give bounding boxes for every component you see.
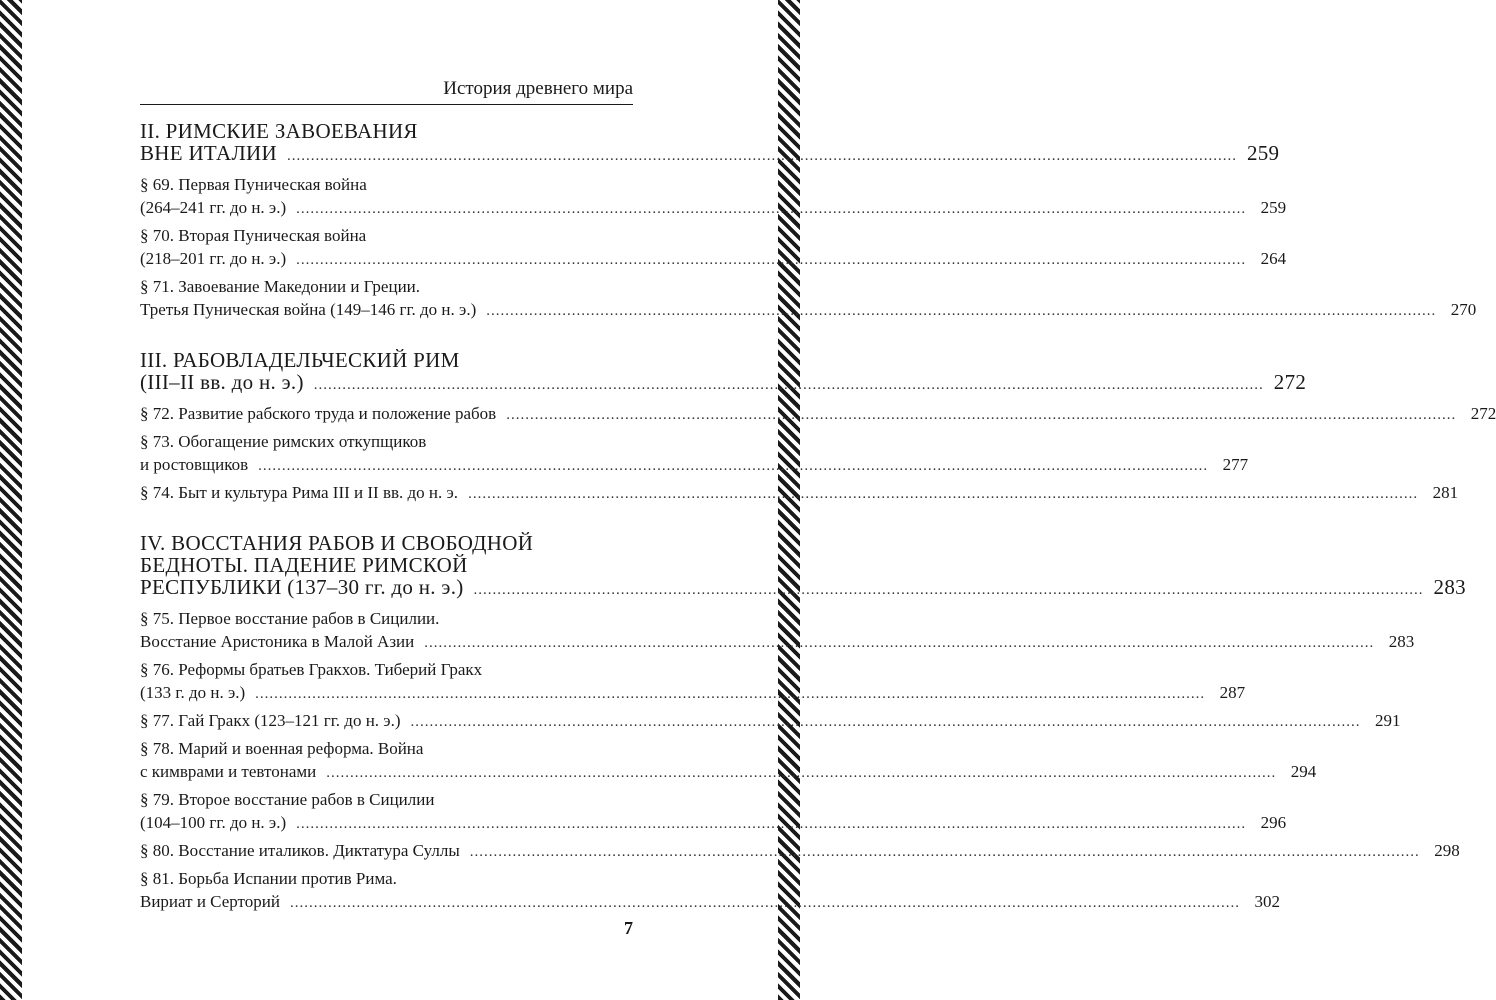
entry-final-line [140, 630, 1415, 655]
dot-leader: ........................................................................................................................................................................................................ [473, 582, 1424, 598]
entry-final-line [140, 681, 1246, 706]
toc-entry [140, 173, 1287, 221]
page-ref: 294 [1290, 762, 1317, 781]
toc-entry [140, 867, 1280, 915]
entry-final-line [140, 481, 1459, 506]
page-ref: 302 [1254, 892, 1280, 911]
entry-text: (218–201 гг. до н. э.) [140, 249, 287, 268]
entry-line: § 81. Борьба Испании против Рима. [140, 869, 397, 888]
entry-line: § 79. Второе восстание рабов в Сицилии [140, 790, 435, 809]
section-title [140, 348, 1307, 396]
section-title-line: БЕДНОТЫ. ПАДЕНИЕ РИМСКОЙ [140, 553, 468, 577]
entry-text: РЕСПУБЛИКИ (137–30 гг. до н. э.) [140, 575, 464, 599]
page-ref: 281 [1432, 483, 1459, 502]
entry-line: § 75. Первое восстание рабов в Сицилии. [140, 609, 440, 628]
dot-leader: ........................................................................................................................................................................................................ [286, 148, 1237, 164]
entry-text: (133 г. до н. э.) [140, 683, 246, 702]
dot-leader: ........................................................................................................................................................................................................ [326, 765, 1277, 781]
page-ref: 272 [1273, 370, 1307, 394]
toc-entry [140, 224, 1287, 272]
entry-final-line [140, 402, 1496, 427]
entry-final-line [140, 760, 1317, 785]
entry-final-line [140, 811, 1287, 836]
running-head: История древнего мира [140, 78, 633, 105]
entry-text: Вириат и Серторий [140, 892, 280, 911]
dot-leader: ........................................................................................................................................................................................................ [313, 377, 1264, 393]
toc-section [140, 531, 1466, 915]
page-ref: 259 [1246, 141, 1280, 165]
entry-text: (104–100 гг. до н. э.) [140, 813, 287, 832]
toc-entry [140, 275, 1477, 323]
dot-leader: ........................................................................................................................................................................................................ [410, 714, 1361, 730]
entry-line: § 73. Обогащение римских откупщиков [140, 432, 427, 451]
dot-leader: ........................................................................................................................................................................................................ [258, 458, 1209, 474]
entry-text: § 80. Восстание италиков. Диктатура Суллы [140, 841, 460, 860]
page-ref: 291 [1375, 711, 1401, 730]
left-page-edge [0, 0, 22, 1000]
toc-section [140, 348, 1496, 506]
entry-text: с кимврами и тевтонами [140, 762, 317, 781]
entry-final-line [140, 141, 1280, 167]
dot-leader: ........................................................................................................................................................................................................ [486, 303, 1437, 319]
page-ref: 272 [1470, 404, 1496, 423]
entry-final-line [140, 247, 1287, 272]
dot-leader: ........................................................................................................................................................................................................ [296, 816, 1247, 832]
toc-entry [140, 839, 1460, 864]
toc-entry [140, 709, 1401, 734]
page-ref: 270 [1450, 300, 1477, 319]
page-ref: 277 [1222, 455, 1249, 474]
dot-leader: ........................................................................................................................................................................................................ [506, 407, 1457, 423]
page-ref: 298 [1434, 841, 1460, 860]
table-of-contents [140, 119, 1496, 941]
dot-leader: ........................................................................................................................................................................................................ [289, 895, 1240, 911]
toc-entry [140, 402, 1496, 427]
section-title [140, 531, 1466, 601]
entry-final-line [140, 453, 1249, 478]
dot-leader: ........................................................................................................................................................................................................ [468, 486, 1419, 502]
entry-line: § 76. Реформы братьев Гракхов. Тиберий Гракх [140, 660, 483, 679]
toc-entry [140, 430, 1249, 478]
section-title [140, 119, 1280, 167]
toc-entry [140, 481, 1459, 506]
page-ref: 296 [1260, 813, 1287, 832]
entry-line: § 78. Марий и военная реформа. Война [140, 739, 424, 758]
entry-text: § 74. Быт и культура Рима III и II вв. до н. э. [140, 483, 459, 502]
section-title-line: II. РИМСКИЕ ЗАВОЕВАНИЯ [140, 119, 418, 143]
entry-text: ВНЕ ИТАЛИИ [140, 141, 277, 165]
entry-final-line [140, 575, 1466, 601]
entry-final-line [140, 298, 1477, 323]
entry-text: и ростовщиков [140, 455, 249, 474]
page-ref: 264 [1260, 249, 1287, 268]
page-ref: 283 [1388, 632, 1415, 651]
dot-leader: ........................................................................................................................................................................................................ [296, 252, 1247, 268]
entry-text: (III–II вв. до н. э.) [140, 370, 304, 394]
section-title-line: IV. ВОССТАНИЯ РАБОВ И СВОБОДНОЙ [140, 531, 534, 555]
dot-leader: ........................................................................................................................................................................................................ [296, 201, 1247, 217]
page-ref: 287 [1219, 683, 1246, 702]
entry-final-line [140, 890, 1280, 915]
page-ref: 283 [1433, 575, 1466, 599]
section-title-line: III. РАБОВЛАДЕЛЬЧЕСКИЙ РИМ [140, 348, 460, 372]
page-number: 7 [624, 918, 633, 938]
dot-leader: ........................................................................................................................................................................................................ [424, 635, 1375, 651]
dot-leader: ........................................................................................................................................................................................................ [255, 686, 1206, 702]
entry-text: Восстание Аристоника в Малой Азии [140, 632, 415, 651]
entry-text: (264–241 гг. до н. э.) [140, 198, 287, 217]
entry-text: § 72. Развитие рабского труда и положение рабов [140, 404, 497, 423]
toc-entry [140, 607, 1415, 655]
entry-line: § 69. Первая Пуническая война [140, 175, 367, 194]
entry-text: Третья Пуническая война (149–146 гг. до н. э.) [140, 300, 477, 319]
entry-final-line [140, 370, 1307, 396]
dot-leader: ........................................................................................................................................................................................................ [469, 844, 1420, 860]
entry-line: § 71. Завоевание Македонии и Греции. [140, 277, 421, 296]
toc-entry [140, 658, 1246, 706]
toc-entry [140, 788, 1287, 836]
entry-final-line [140, 839, 1460, 864]
toc-section [140, 119, 1477, 323]
entry-line: § 70. Вторая Пуническая война [140, 226, 367, 245]
entry-final-line [140, 709, 1401, 734]
toc-entry [140, 737, 1317, 785]
entry-final-line [140, 196, 1287, 221]
entry-text: § 77. Гай Гракх (123–121 гг. до н. э.) [140, 711, 401, 730]
page-ref: 259 [1260, 198, 1287, 217]
